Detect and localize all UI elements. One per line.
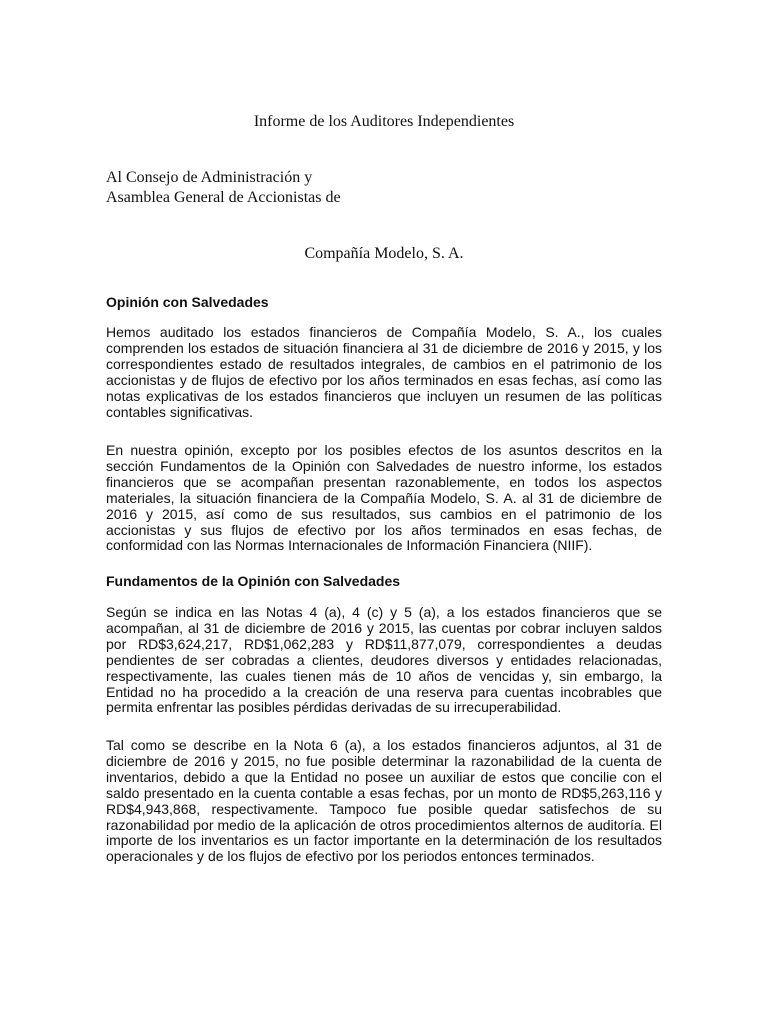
paragraph: Tal como se describe en la Nota 6 (a), a los estados financieros adjuntos, al 31 de diciembre de 2016 y 2015, no fue posible determinar la razonabilidad de la cuenta de inventarios, debido a que la Entidad no posee un auxiliar de estos que concilie con el saldo presentado en la cuenta contable a esas fechas, por un monto de RD$5,263,116 y RD$4,943,868, respectivamente. Tampoco fue posible quedar satisfechos de su razonabilidad por medio de la aplicación de otros procedimientos alternos de auditoría. El importe de los inventarios es un factor importante en la determinación de los resultados operacionales y de los flujos de efectivo por los periodos entonces terminados.	[106, 737, 662, 865]
addressee-line: Al Consejo de Administración y	[106, 169, 313, 186]
addressee-block	[106, 168, 341, 208]
addressee-line: Asamblea General de Accionistas de	[106, 189, 341, 206]
section-heading: Fundamentos de la Opinión con Salvedades	[106, 573, 401, 589]
report-title: Informe de los Auditores Independientes	[253, 113, 515, 130]
section-heading: Opinión con Salvedades	[106, 294, 269, 310]
paragraph: Hemos auditado los estados financieros de Compañía Modelo, S. A., los cuales comprenden los estados de situación financiera al 31 de diciembre de 2016 y 2015, y los correspondientes estado de resultados integrales, de cambios en el patrimonio de los accionistas y de flujos de efectivo por los años terminados en esas fechas, así como las notas explicativas de los estados financieros que incluyen un resumen de las políticas contables significativas.	[106, 324, 662, 420]
paragraph: En nuestra opinión, excepto por los posibles efectos de los asuntos descritos en la sección Fundamentos de la Opinión con Salvedades de nuestro informe, los estados financieros que se acompañan presentan razonablemente, en todos los aspectos materiales, la situación financiera de la Compañía Modelo, S. A. al 31 de diciembre de 2016 y 2015, así como de sus resultados, sus cambios en el patrimonio de los accionistas y sus flujos de efectivo por los años terminados en esas fechas, de conformidad con las Normas Internacionales de Información Financiera (NIIF).	[106, 442, 662, 554]
company-name: Compañía Modelo, S. A.	[304, 245, 464, 262]
paragraph: Según se indica en las Notas 4 (a), 4 (c) y 5 (a), a los estados financieros que se acompañan, al 31 de diciembre de 2016 y 2015, las cuentas por cobrar incluyen saldos por RD$3,624,217, RD$1,062,283 y RD$11,877,079, correspondientes a deudas pendientes de ser cobradas a clientes, deudores diversos y entidades relacionadas, respectivamente, las cuales tienen más de 10 años de vencidas y, sin embargo, la Entidad no ha procedido a la creación de una reserva para cuentas incobrables que permita enfrentar las posibles pérdidas derivadas de su irrecuperabilidad.	[106, 604, 662, 716]
